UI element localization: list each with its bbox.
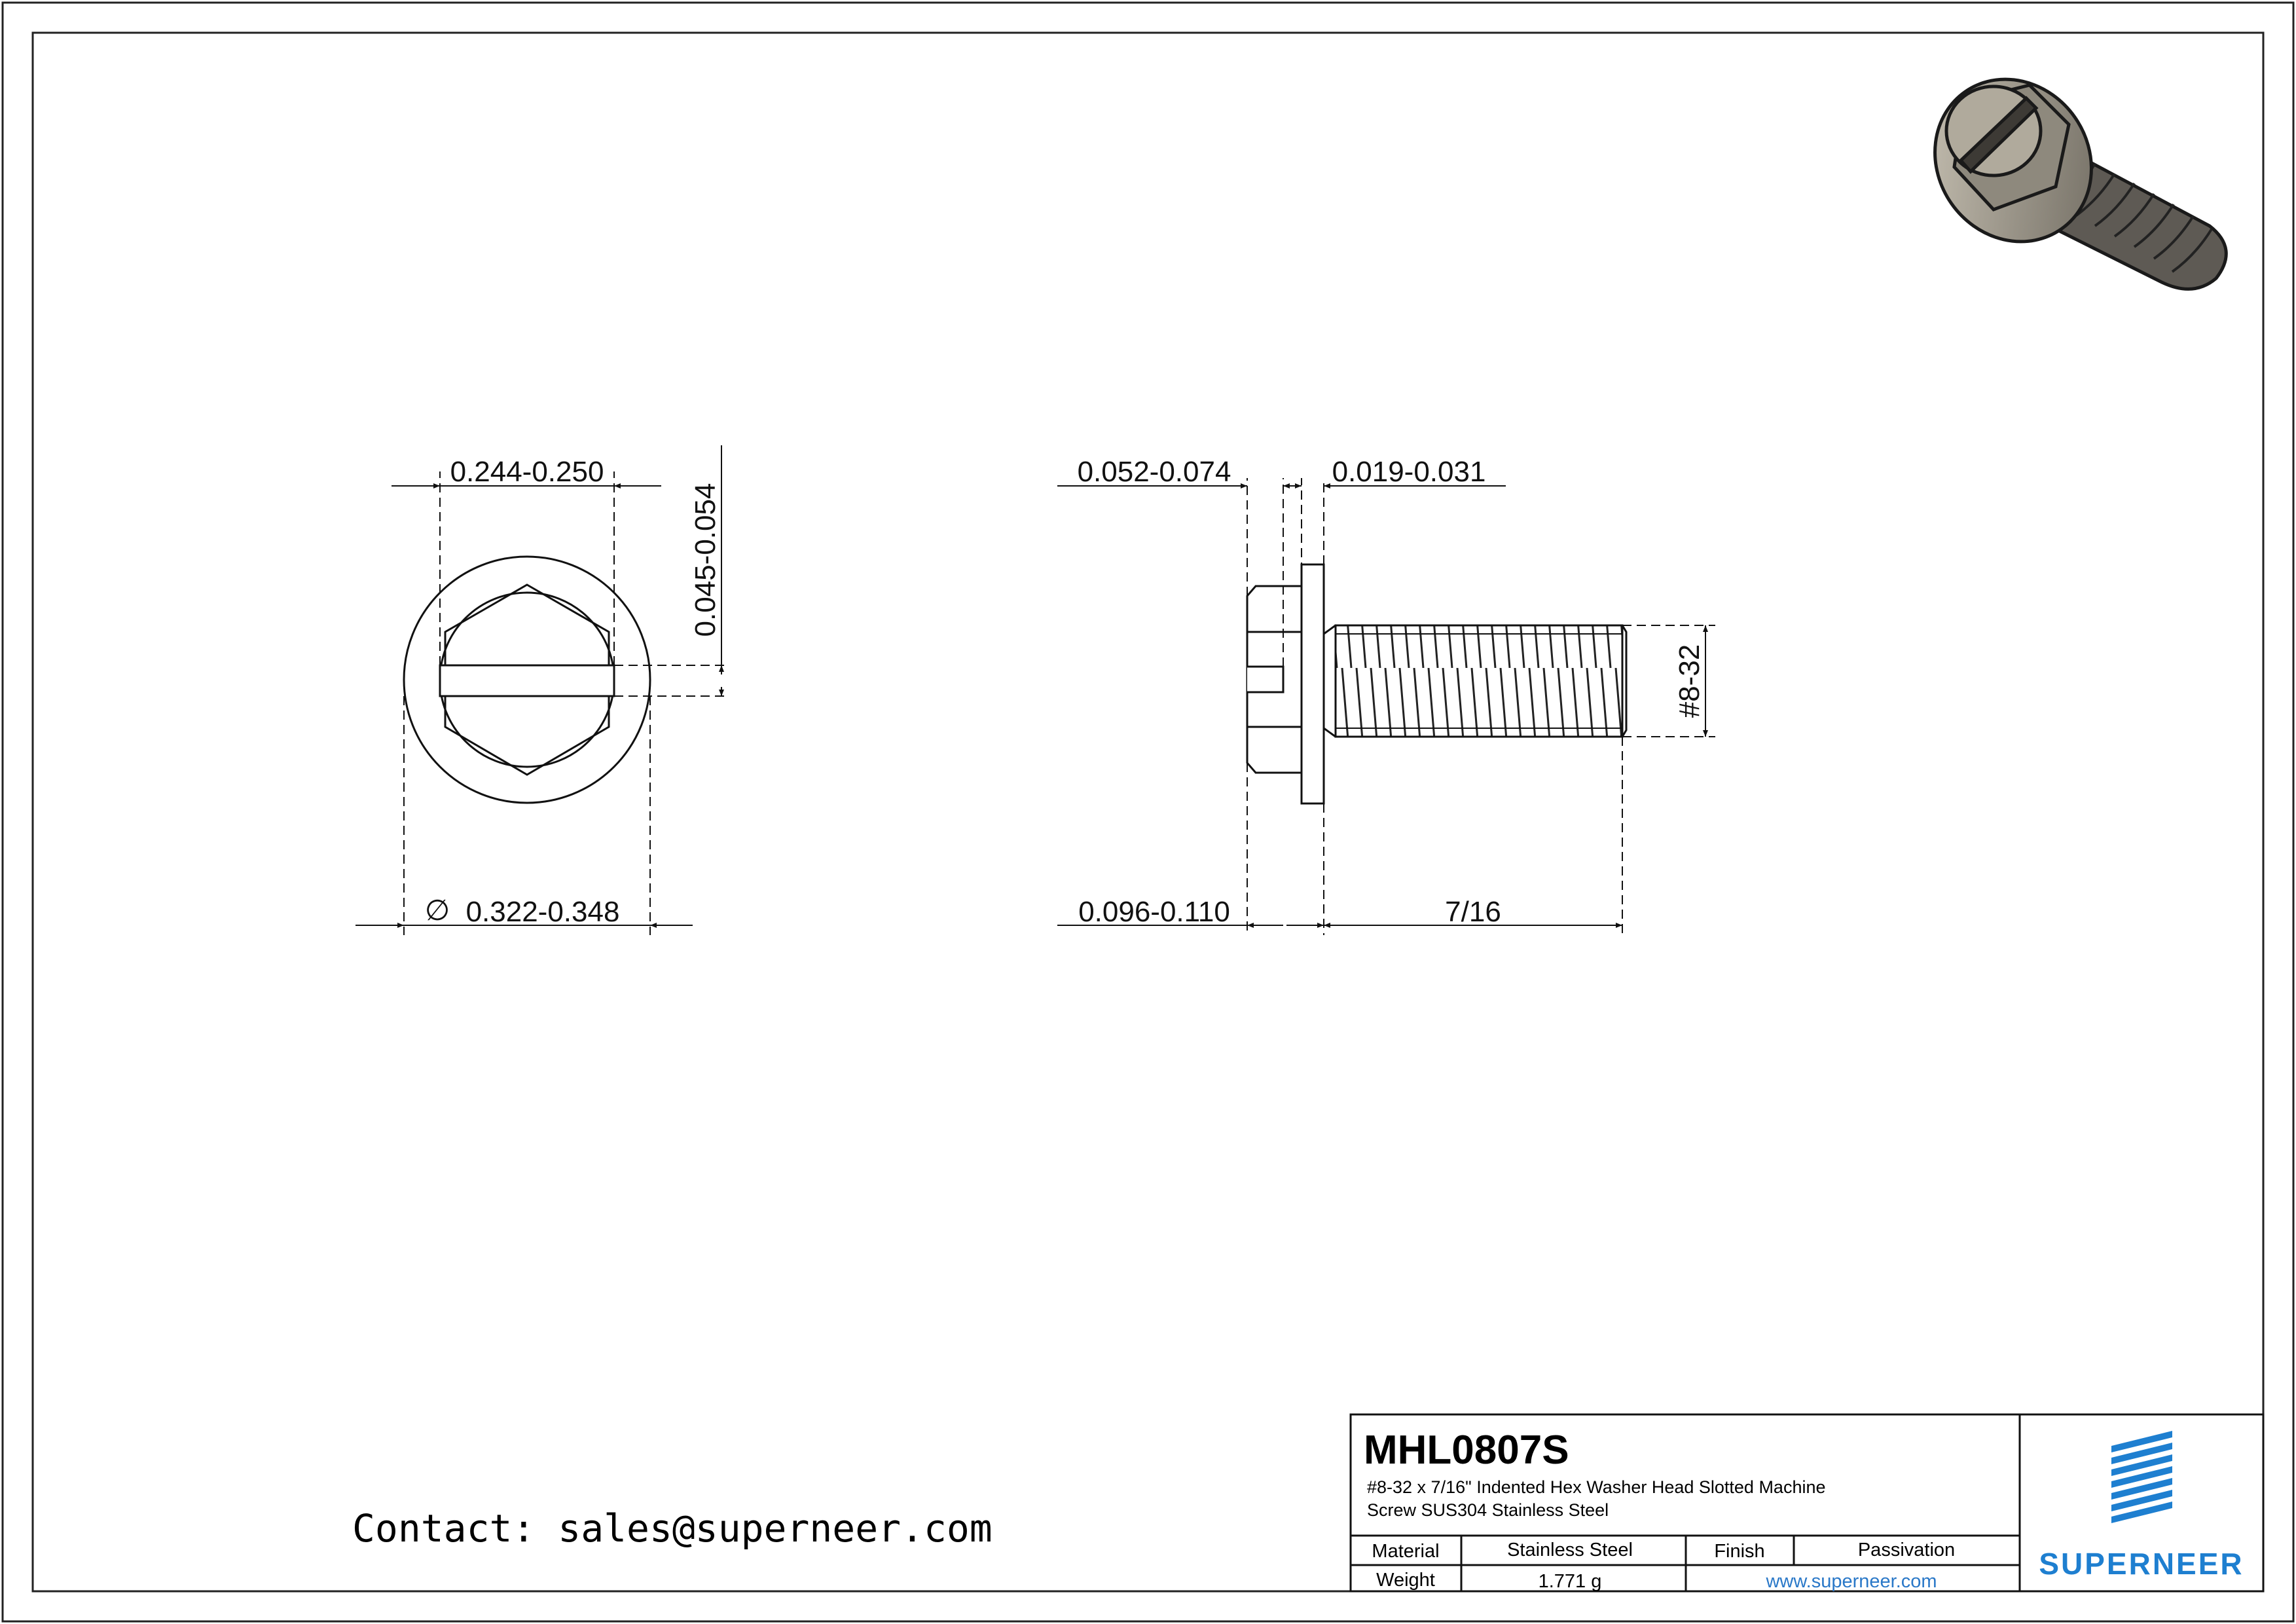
weight-label: Weight: [1376, 1570, 1435, 1591]
length-label: 7/16: [1445, 896, 1501, 928]
slot-width-label: 0.244-0.250: [450, 456, 604, 488]
material-label: Material: [1372, 1541, 1440, 1562]
finish-label: Finish: [1714, 1541, 1765, 1562]
head-height-label: 0.096-0.110: [1078, 896, 1230, 928]
description-line2: Screw SUS304 Stainless Steel: [1367, 1500, 1609, 1520]
description-line1: #8-32 x 7/16" Indented Hex Washer Head Slotted Machine: [1367, 1477, 1826, 1497]
outer-border: [3, 3, 2293, 1621]
screw-3d-view: [1903, 48, 2226, 289]
diameter-symbol: ∅: [424, 895, 450, 927]
superneer-logo-icon: [2111, 1431, 2172, 1523]
front-view: [355, 445, 727, 935]
website-link[interactable]: www.superneer.com: [1766, 1571, 1937, 1592]
finish-value: Passivation: [1857, 1540, 1956, 1560]
weight-value: 1.771 g: [1538, 1571, 1602, 1592]
slot-depth-label: 0.045-0.054: [689, 483, 721, 637]
contact-email: Contact: sales@superneer.com: [352, 1506, 993, 1551]
brand-name: SUPERNEER: [2039, 1547, 2244, 1581]
gap-label: 0.019-0.031: [1332, 456, 1486, 488]
thread-label: #8-32: [1673, 644, 1705, 718]
thread-body: [1336, 625, 1622, 737]
washer-diameter-label: 0.322-0.348: [465, 896, 620, 928]
part-number: MHL0807S: [1364, 1428, 1569, 1473]
inner-border: [33, 33, 2263, 1591]
washer-thickness-label: 0.052-0.074: [1077, 456, 1231, 488]
washer-side: [1302, 564, 1324, 803]
slot: [440, 665, 614, 696]
side-view: [1057, 478, 1715, 935]
material-value: Stainless Steel: [1507, 1540, 1633, 1560]
